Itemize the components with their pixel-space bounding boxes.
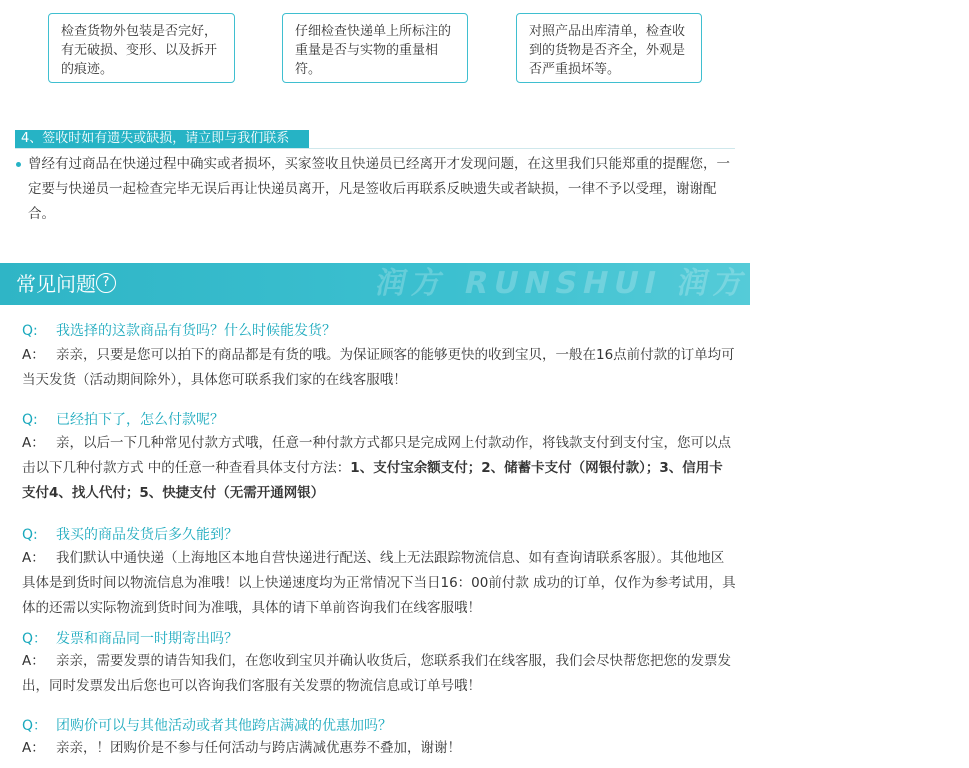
tip-text: 仔细检查快递单上所标注的重量是否与实物的重量相符。 (295, 24, 452, 77)
watermark-logo: 润方 RUNSHUI 润方 RUNSHUI (372, 266, 967, 301)
faq-question-5 (22, 715, 392, 735)
answer-text: 亲亲，只要是您可以拍下的商品都是有货的哦。为保证顾客的能够更快的收到宝贝，一般在16点前付款的订单均可当天发货（活动期间除外），具体您可联系我们家的在线客服哦！ (22, 347, 735, 388)
question-text: 我选择的这款商品有货吗？什么时候能发货？ (56, 323, 336, 339)
section4-body: 曾经有过商品在快递过程中确实或者损坏，买家签收且快递员已经离开才发现问题，在这里我们只能郑重的提醒您，一定要与快递员一起检查完毕无误后再让快递员离开，凡是签收后再联系反映遗失或者缺损，一律不予以受理，谢谢配合。 (28, 156, 730, 222)
a-label: A： (22, 347, 45, 363)
faq-question-1 (22, 320, 336, 340)
question-text: 我买的商品发货后多久能到？ (56, 527, 238, 543)
q-label: Q： (22, 718, 48, 734)
faq-answer-4 (22, 649, 736, 699)
answer-text: 亲亲，！团购价是不参与任何活动与跨店满减优惠券不叠加，谢谢！ (56, 740, 461, 756)
q-label: Q: (22, 527, 38, 543)
faq-banner (0, 263, 967, 305)
a-label: A： (22, 653, 45, 669)
tip-text: 对照产品出库清单，检查收到的货物是否齐全，外观是否严重损坏等。 (529, 24, 686, 77)
answer-text: 我们默认中通快递（上海地区本地自营快递进行配送、线上无法跟踪物流信息、如有查询请联系客服）。其他地区具体是到货时间以物流信息为准哦！以上快递速度均为正常情况下当日16：00前付款 成功的订单，仅作为参考试用，具体的还需以实际物流到货时间为准哦，具体的请下单前咨询我们在线客服哦！ (22, 550, 736, 616)
faq-title: 常见问题 (16, 272, 96, 296)
question-text: 发票和商品同一时期寄出吗？ (56, 631, 238, 647)
tip-box-checklist (516, 13, 702, 83)
section4-title: 4、签收时如有遗失或缺损，请立即与我们联系 (15, 130, 309, 148)
section4-divider (15, 148, 735, 149)
payment-methods: 1、支付宝余额支付；2、储蓄卡支付（网银付款）；3、信用卡支付4、找人代付；5、快捷支付（无需开通网银） (22, 460, 723, 501)
q-label: Q: (22, 323, 38, 339)
a-label: A： (22, 435, 45, 451)
faq-question-3 (22, 524, 238, 544)
faq-question-2 (22, 409, 224, 429)
q-label: Q: (22, 412, 38, 428)
question-text: 已经拍下了，怎么付款呢？ (56, 412, 224, 428)
answer-text: 亲亲，需要发票的请告知我们，在您收到宝贝并确认收货后，您联系我们在线客服，我们会尽快帮您把您的发票发出，同时发票发出后您也可以咨询我们客服有关发票的物流信息或订单号哦！ (22, 653, 731, 694)
faq-question-4 (22, 628, 238, 648)
faq-answer-3 (22, 546, 736, 621)
tip-box-weight (282, 13, 468, 83)
faq-answer-5 (22, 736, 736, 761)
answer-text: 亲，以后一下几种常见付款方式哦，任意一种付款方式都只是完成网上付款动作，将钱款支付到支付宝，您可以点击以下几种付款方式 中的任意一种查看具体支付方法： (22, 435, 731, 476)
q-label: Q： (22, 631, 48, 647)
question-text: 团购价可以与其他活动或者其他跨店满减的优惠加吗？ (56, 718, 392, 734)
faq-answer-2 (22, 431, 736, 506)
tip-text: 检查货物外包装是否完好，有无破损、变形、以及拆开的痕迹。 (61, 24, 218, 77)
a-label: A： (22, 740, 45, 756)
faq-answer-1 (22, 343, 736, 393)
a-label: A： (22, 550, 45, 566)
tip-box-packaging (48, 13, 235, 83)
question-mark-icon: ? (96, 273, 116, 293)
bullet-icon (16, 162, 21, 167)
